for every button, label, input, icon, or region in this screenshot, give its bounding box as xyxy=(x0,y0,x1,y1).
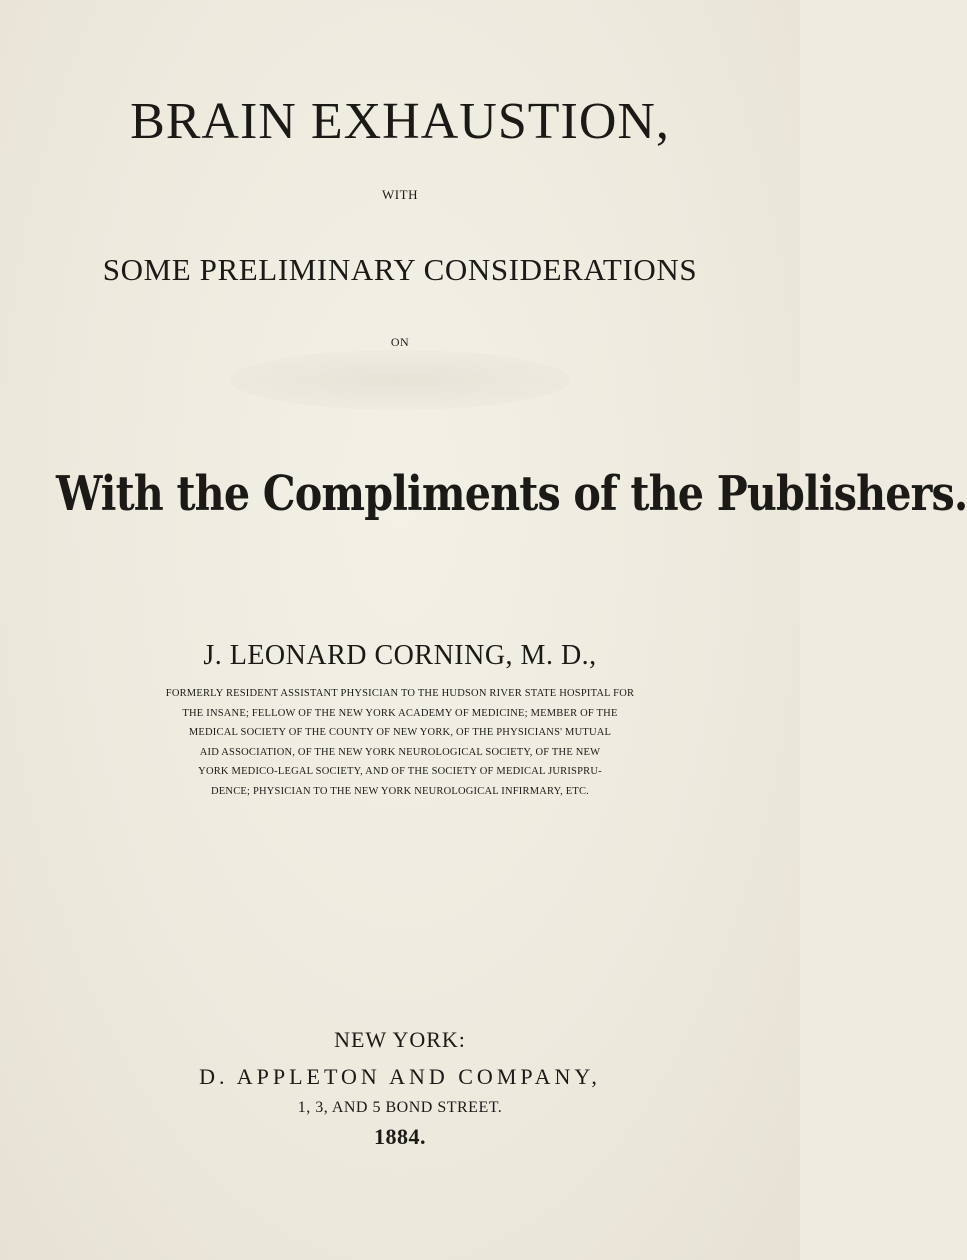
imprint-publisher: D. APPLETON AND COMPANY, xyxy=(199,1064,601,1089)
on-word: ON xyxy=(390,335,410,349)
credentials-line: AID ASSOCIATION, OF THE NEW YORK NEUROLOGICAL SOCIETY, OF THE NEW xyxy=(199,746,601,758)
imprint-year: 1884. xyxy=(374,1124,426,1149)
paper-smudge xyxy=(230,350,570,410)
imprint-city: NEW YORK: xyxy=(334,1027,466,1052)
credentials-line: FORMERLY RESIDENT ASSISTANT PHYSICIAN TO THE HUDSON RIVER STATE HOSPITAL FOR xyxy=(165,688,635,699)
credentials-line: MEDICAL SOCIETY OF THE COUNTY OF NEW YORK, OF THE PHYSICIANS' MUTUAL xyxy=(188,727,612,738)
book-title: BRAIN EXHAUSTION, xyxy=(130,93,670,150)
book-subtitle: SOME PRELIMINARY CONSIDERATIONS xyxy=(102,252,698,287)
author-name: J. LEONARD CORNING, M. D., xyxy=(203,640,597,671)
with-word: WITH xyxy=(382,187,418,202)
credentials-line: YORK MEDICO-LEGAL SOCIETY, AND OF THE SOCIETY OF MEDICAL JURISPRU- xyxy=(198,766,602,777)
author-credentials xyxy=(120,684,680,801)
publisher-compliments-stamp: With the Compliments of the Publishers. xyxy=(56,466,967,522)
credentials-line: DENCE; PHYSICIAN TO THE NEW YORK NEUROLOGICAL INFIRMARY, ETC. xyxy=(211,785,589,797)
imprint-address: 1, 3, AND 5 BOND STREET. xyxy=(297,1099,503,1116)
credentials-line: THE INSANE; FELLOW OF THE NEW YORK ACADEMY OF MEDICINE; MEMBER OF THE xyxy=(182,707,618,719)
